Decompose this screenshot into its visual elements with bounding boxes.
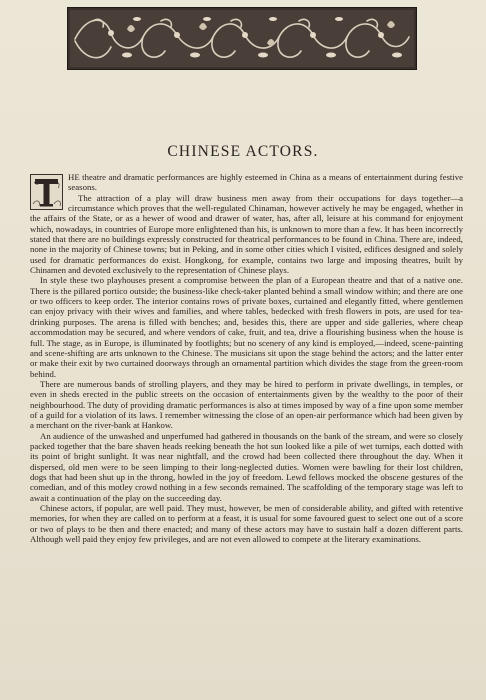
paragraph-4: There are numerous bands of strolling players, and they may be hired to perform in private dwellings, in temples, or even in sheds erected in the public streets on the occasion of entertainments given by the wealthy to the poor of their neighbourhood. The duty of providing dramatic performances is also at times imposed by way of a fine upon some member of a guild for a violation of its laws. I remember witnessing the close of an open-air performance which had been given by a merchant on the river-bank at Hankow. xyxy=(30,378,463,431)
body-text xyxy=(30,172,463,544)
chapter-title: CHINESE ACTORS. xyxy=(167,143,319,160)
ornamental-initial-T-icon xyxy=(30,174,63,210)
paragraph-5: An audience of the unwashed and unperfumed had gathered in thousands on the bank of the stream, and were so closely packed together that the bare shaven heads reeking beneath the hot sun looked like a pile of wet turnips, each dotted with its point of bright sunlight. It was near nightfall, and the crowd had been collected there throughout the day. When it dispersed, old men were to be seen limping to their long-neglected duties. Women were bawling for their lost children, dogs that had been shut up in the throng, howled in the joy of freedom. Lewd fellows mocked the obscene gestures of the comedian, and of this motley crowd nothing in a few seconds remained. The scaffolding of the temporary stage was left to await a continuation of the play on the succeeding day. xyxy=(30,430,463,503)
paragraph-6: Chinese actors, if popular, are well paid. They must, however, be men of considerable ability, and gifted with retentive memories, for when they are called on to perform at a feast, it is usual for some favoured guest to select one out of a score or two of plays to be then and there enacted; and many of these actors may have to sustain half a dozen different parts. Although well paid they enjoy few privileges, and are not even allowed to compete at the literary examinations. xyxy=(30,503,463,545)
paragraph-3: In style these two playhouses present a compromise between the plan of a European theatre and that of a native one. There is the pillared portico outside; the business-like check-taker planted behind a small window within; and there are one or two officers to keep order. The interior contains rows of private boxes, curtained and elegantly fitted, where gentlemen can enjoy privacy with their wives and families, and where tables, bedecked with fresh flowers in pots, are used for tea-drinking purposes. The arena is filled with benches; and, besides this, there are upper and side galleries, where cheap accommodation may be secured, and where vendors of cake, fruit, and tea, drive a flourishing business when the house is full. The stage, as in Europe, is illuminated by footlights; but no scenery of any kind is employed,—indeed, scene-painting and scene-shifting are arts unknown to the Chinese. The musicians sit upon the stage behind the actors; and the latter enter or make their exit by two curtained doorways through an ornamental partition which divides the stage from the green-room behind. xyxy=(30,275,463,379)
paragraph-2: The attraction of a play will draw business men away from their occupations for days together—a circumstance which proves that the well-regulated Chinaman, however actively he may be engaged, whether in the affairs of the State, or as a hewer of wood and drawer of water, has, after all, leisure at his command for enjoyment which, nowadays, in countries of Europe more enlightened than his, is unknown to more than a few. It has been incorrectly stated that there are no buildings expressly constructed for theatrical performances to be found in China. There are, indeed, none in the majority of Chinese towns; but in Peking, and in some other cities which I visited, edifices designed and solely used for dramatic performances do exist. Hongkong, for example, contains two large and imposing theatres, built by Chinamen and devoted exclusively to the representation of Chinese plays. xyxy=(30,192,463,276)
floral-scroll-ornament-icon xyxy=(67,7,417,70)
paragraph-1: HE theatre and dramatic performances are highly esteemed in China as a means of entertainment during festive seasons. xyxy=(68,172,463,193)
